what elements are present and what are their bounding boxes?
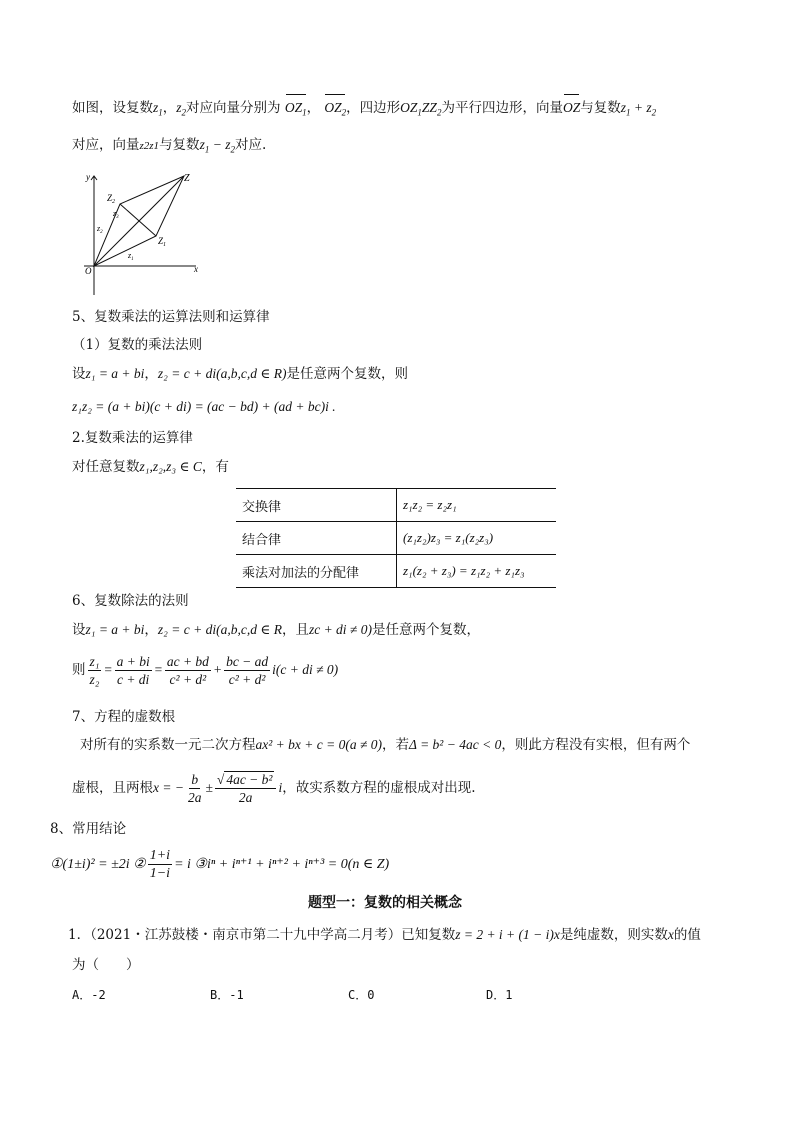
fraction-imag: $\frac{bc - ad}{\text{c² + d²}}$ <box>226 654 269 687</box>
question-1: 1．（2021・江苏鼓楼・南京市第二十九中学高二月考）已知复数z = 2 + i + (1 − i)x是纯虚数，则实数x的值 <box>68 927 701 943</box>
option-d[interactable]: D．1 <box>486 988 513 1002</box>
law-formula: (z₁z₂)z₃ = z₁(z₂z₃) <box>397 522 557 555</box>
z2-def: z₂ = c + di <box>157 622 217 637</box>
fraction-real: $\frac{ac + bd}{\text{c² + d²}}$ <box>166 654 209 687</box>
vars: z₁,z₂,z₃ ∈ C <box>139 459 202 474</box>
sec6-title: 6、复数除法的法则 <box>72 593 189 609</box>
sec5-sub2: 2.复数乘法的运算律 <box>72 430 193 446</box>
z2-def: z₂ = c + di <box>157 366 217 381</box>
conclusion-3: ③iⁿ + iⁿ⁺¹ + iⁿ⁺² + iⁿ⁺³ = 0(n ∈ Z) <box>194 857 390 872</box>
sec7-title: 7、方程的虚数根 <box>72 709 176 725</box>
multiplication-laws-table <box>236 488 556 588</box>
option-c[interactable]: C．0 <box>348 988 375 1002</box>
table-row <box>236 489 556 522</box>
sec6-let: 设z₁ = a + bi，z₂ = c + di(a,b,c,d ∈ R，且zc + di ≠ 0)是任意两个复数， <box>72 622 480 638</box>
point-z2-label: $Z_2$ <box>107 193 116 205</box>
law-formula: z₁z₂ = z₂z₁ <box>397 489 557 522</box>
sec5-title: 5、复数乘法的运算法则和运算律 <box>72 309 270 325</box>
law-name: 交换律 <box>236 489 397 522</box>
condition: zc + di ≠ 0) <box>308 622 372 637</box>
sum-z1-z2: $z_1 + z_2$ <box>620 100 657 118</box>
vector-oz: OZ <box>563 98 580 118</box>
vector-oz2: $OZ_2$ <box>324 98 346 123</box>
table-row <box>236 522 556 555</box>
diff-z1-z2: $z_1 - z_2$ <box>199 137 235 155</box>
question-1-line-2: 为（ ） <box>72 957 140 973</box>
sec8-title: 8、常用结论 <box>50 821 127 837</box>
quadrilateral: $OZ_1ZZ_2$ <box>400 100 442 118</box>
sec5-sub1: （1）复数的乘法法则 <box>72 337 203 353</box>
vector-oz1: $OZ_1$ <box>285 98 307 123</box>
sec7-body: 对所有的实系数一元二次方程ax² + bx + c = 0(a ≠ 0)，若Δ = b² − 4ac < 0，则此方程没有实根，但有两个 <box>80 737 691 753</box>
law-name: 乘法对加法的分配律 <box>236 555 397 588</box>
law-formula: z₁(z₂ + z₃) = z₁z₂ + z₁z₃ <box>397 555 557 588</box>
fraction-b-2a: $\frac{b}{2a}$ <box>187 772 202 805</box>
vector-z2z1: z2z1 <box>139 140 160 152</box>
fraction-z1-z2: $\frac{\text{z₁}}{\text{z₂}}$ <box>89 654 100 687</box>
axis-x-label: x <box>194 264 198 274</box>
text: 如图，设复数 <box>72 100 153 116</box>
fraction-sqrt: $\frac{\text{√ 4ac − b²}}{2a}$ <box>215 771 277 806</box>
z1-def: z₁ = a + bi <box>85 622 145 637</box>
domain: (a,b,c,d ∈ R) <box>216 366 287 381</box>
quadratic-eq: ax² + bx + c = 0(a ≠ 0) <box>255 737 383 752</box>
sec5-let: 设z₁ = a + bi，z₂ = c + di(a,b,c,d ∈ R)是任意两个复数，则 <box>72 366 408 382</box>
intro-line-2: 对应，向量z2z1与复数$z_1 - z_2$对应. <box>72 137 267 155</box>
sec8-conclusions: ①(1±i)² = ±2i ② $\frac{1+i}{1-i}$ = i ③iⁿ + iⁿ⁺¹ + iⁿ⁺² + iⁿ⁺³ = 0(n ∈ Z) <box>50 848 390 882</box>
origin-label: O <box>85 266 92 276</box>
type1-heading: 题型一：复数的相关概念 <box>308 895 462 911</box>
z1: $z_1$ <box>153 100 163 118</box>
intro-line-1: 如图，设复数$z_1$，$z_2$对应向量分别为 $OZ_1$， $OZ_2$，四边形$OZ_1ZZ_2$为平行四边形，向量OZ与复数$z_1 + z_2$ <box>72 98 656 123</box>
domain: (a,b,c,d ∈ R <box>216 622 282 637</box>
label-z2: $z_2$ <box>97 224 103 235</box>
law-name: 结合律 <box>236 522 397 555</box>
option-b[interactable]: B．-1 <box>210 988 244 1002</box>
fraction-conclusion-2: $\frac{1+i}{1-i}$ <box>149 848 171 882</box>
z1-def: z₁ = a + bi <box>85 366 145 381</box>
product-formula: z₁z₂ = (a + bi)(c + di) = (ac − bd) + (ad + bc)i . <box>72 399 336 414</box>
sec7-roots: 虚根，且两根x = − $\frac{b}{2a}$ ± $\frac{\text{√ 4ac − b²}}{2a}$ i，故实系数方程的虚根成对出现. <box>72 772 476 805</box>
fraction-abi-cdi: $\frac{a + bi}{c + di}$ <box>116 654 150 687</box>
z2: $z_2$ <box>176 100 187 118</box>
discriminant: Δ = b² − 4ac < 0 <box>409 737 502 752</box>
point-z1-label: $Z_1$ <box>158 236 167 248</box>
conclusion-1: ①(1±i)² = ±2i <box>50 857 130 872</box>
point-z-label: Z <box>184 173 190 184</box>
sec5-any: 对任意复数z₁,z₂,z₃ ∈ C，有 <box>72 459 229 475</box>
axis-y-label: y <box>86 172 90 182</box>
parallelogram-figure <box>80 170 210 300</box>
label-z3: $z_3$ <box>113 209 119 220</box>
question-expr: z = 2 + i + (1 − i)x <box>455 927 560 942</box>
label-z1: $z_1$ <box>128 251 134 262</box>
root-x: x = − <box>153 780 184 795</box>
option-a[interactable]: A．-2 <box>72 988 106 1002</box>
table-row <box>236 555 556 588</box>
division-formula: 则 $\frac{\text{z₁}}{\text{z₂}}$ = $\frac{a + bi}{c + di}$ = $\frac{ac + bd}{\text{c² + d²}}$ + $\frac{bc - ad}{\text{c² + d²}}$ i(c + di ≠ 0) <box>72 654 339 687</box>
